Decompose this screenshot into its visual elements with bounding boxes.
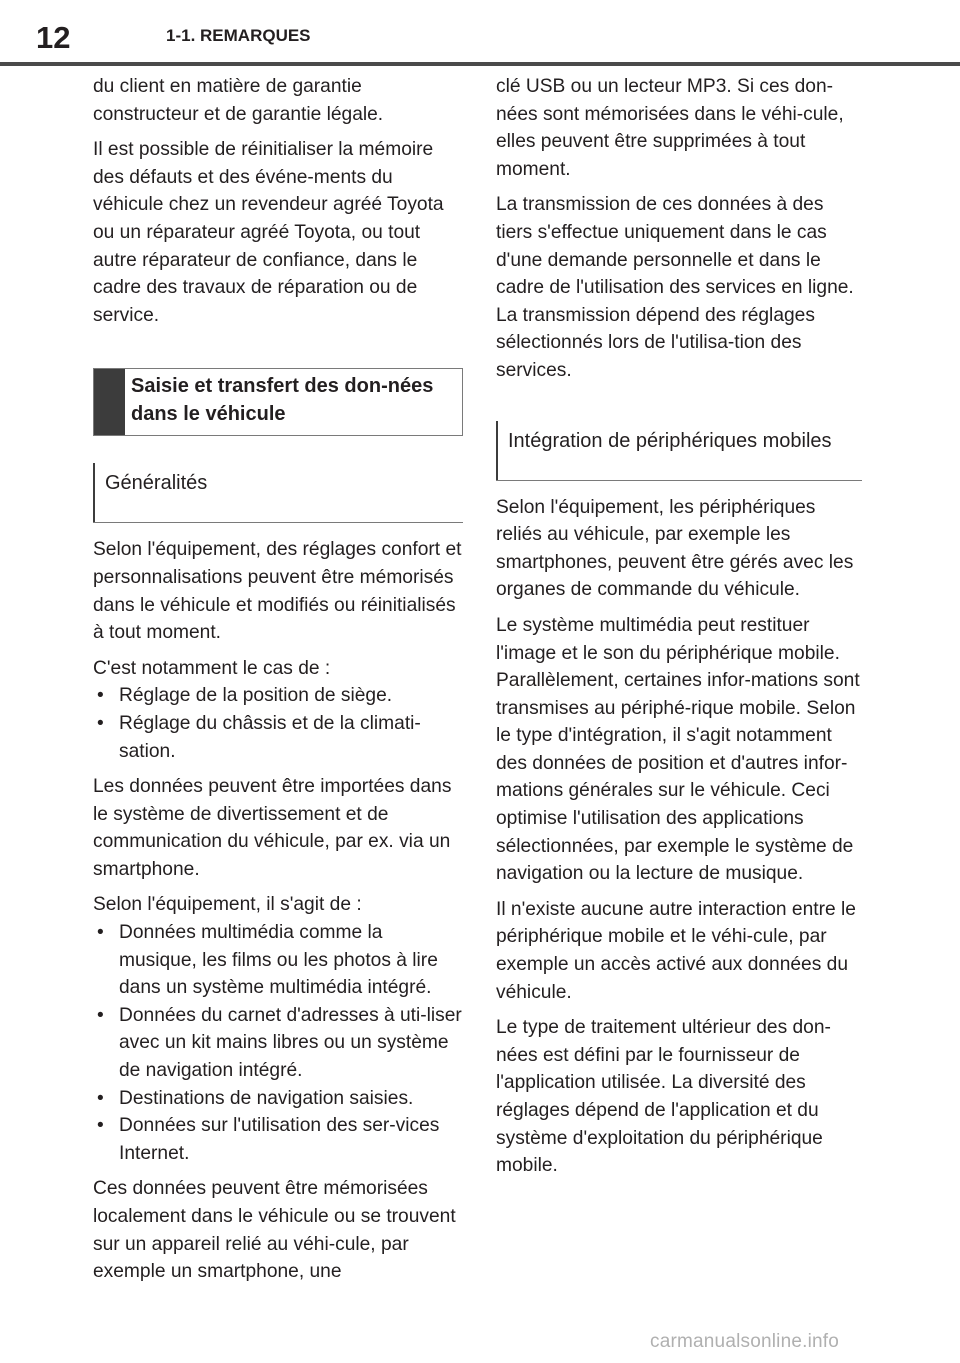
right-column [496,73,862,1188]
paragraph: Il n'existe aucune autre interaction entre le périphérique mobile et le véhi-cule, par exemple un accès activé aux données du véhicule. [496,898,856,1003]
paragraph: du client en matière de garantie constructeur et de garantie légale. [93,76,384,125]
section-banner [93,368,463,436]
subheading [496,421,862,480]
paragraph: Selon l'équipement, les périphériques reliés au véhicule, par exemple les smartphones, peuvent être gérés avec les organes de commande du véhicule. [496,496,854,601]
list-item: • Données du carnet d'adresses à uti-liser avec un kit mains libres ou un système de navigation intégré. [93,1002,463,1085]
header-rule [0,62,960,66]
list-item: • Réglage de la position de siège. [93,682,463,710]
left-column [93,73,463,1294]
bullet-list [93,682,463,765]
paragraph: Il est possible de réinitialiser la mémoire des défauts et des événe-ments du véhicule chez un revendeur agréé Toyota ou un réparateur agréé Toyota, ou tout autre réparateur de confiance, dans le cadre des travaux de réparation ou de service. [93,139,444,326]
paragraph: Le système multimédia peut restituer l'image et le son du périphérique mobile. Parallèlement, certaines infor-mations sont transmises au périphé-rique mobile. Selon le type d'intégration, il s'agit notamment des données de position et d'autres infor-mations générales sur le véhicule. Ceci optimise l'utilisation des applications sélectionnées, par exemple le système de navigation ou la lecture de musique. [496,614,860,885]
paragraph: Les données peuvent être importées dans le système de divertissement et de communication du véhicule, par ex. via un smartphone. [93,776,452,880]
banner-bar [94,369,125,435]
list-item: • Destinations de navigation saisies. [93,1085,463,1113]
paragraph: Selon l'équipement, il s'agit de : [93,894,362,916]
page-number: 12 [36,20,71,55]
subheading-text: Généralités [105,472,208,495]
paragraph: La transmission de ces données à des tiers s'effectue uniquement dans le cas d'une demande personnelle et dans le cadre de l'utilisation des services en ligne. La transmission dépend des réglages sélectionnés lors de l'utilisa-tion des services. [496,194,854,381]
subheading-text: Intégration de périphériques mobiles [508,429,832,452]
subheading-rule [93,522,463,523]
paragraph: Ces données peuvent être mémorisées localement dans le véhicule ou se trouvent sur un appareil relié au véhi-cule, par exemple un smartphone, une [93,1178,456,1283]
section-title: 1-1. REMARQUES [166,26,311,45]
watermark: carmanualsonline.info [650,1331,840,1352]
banner-title: Saisie et transfert des don-nées dans le véhicule [131,375,434,426]
list-item: • Réglage du châssis et de la climati-sation. [93,710,463,765]
subheading [93,463,463,522]
paragraph: C'est notamment le cas de : [93,657,331,679]
paragraph: Selon l'équipement, des réglages confort et personnalisations peuvent être mémorisés dans le véhicule et modifiés ou réinitialisés à tout moment. [93,539,462,644]
list-item: • Données sur l'utilisation des ser-vices Internet. [93,1112,463,1167]
paragraph: clé USB ou un lecteur MP3. Si ces don-nées sont mémorisées dans le véhi-cule, elles peuvent être supprimées à tout moment. [496,76,844,180]
page-header [0,0,960,66]
bullet-list [93,919,463,1167]
paragraph: Le type de traitement ultérieur des don-nées est défini par le fournisseur de l'application utilisée. La diversité des réglages dépend de l'application et du système d'exploitation du périphérique mobile. [496,1017,831,1177]
list-item: • Données multimédia comme la musique, les films ou les photos à lire dans un système multimédia intégré. [93,919,463,1002]
subheading-rule [496,480,862,481]
